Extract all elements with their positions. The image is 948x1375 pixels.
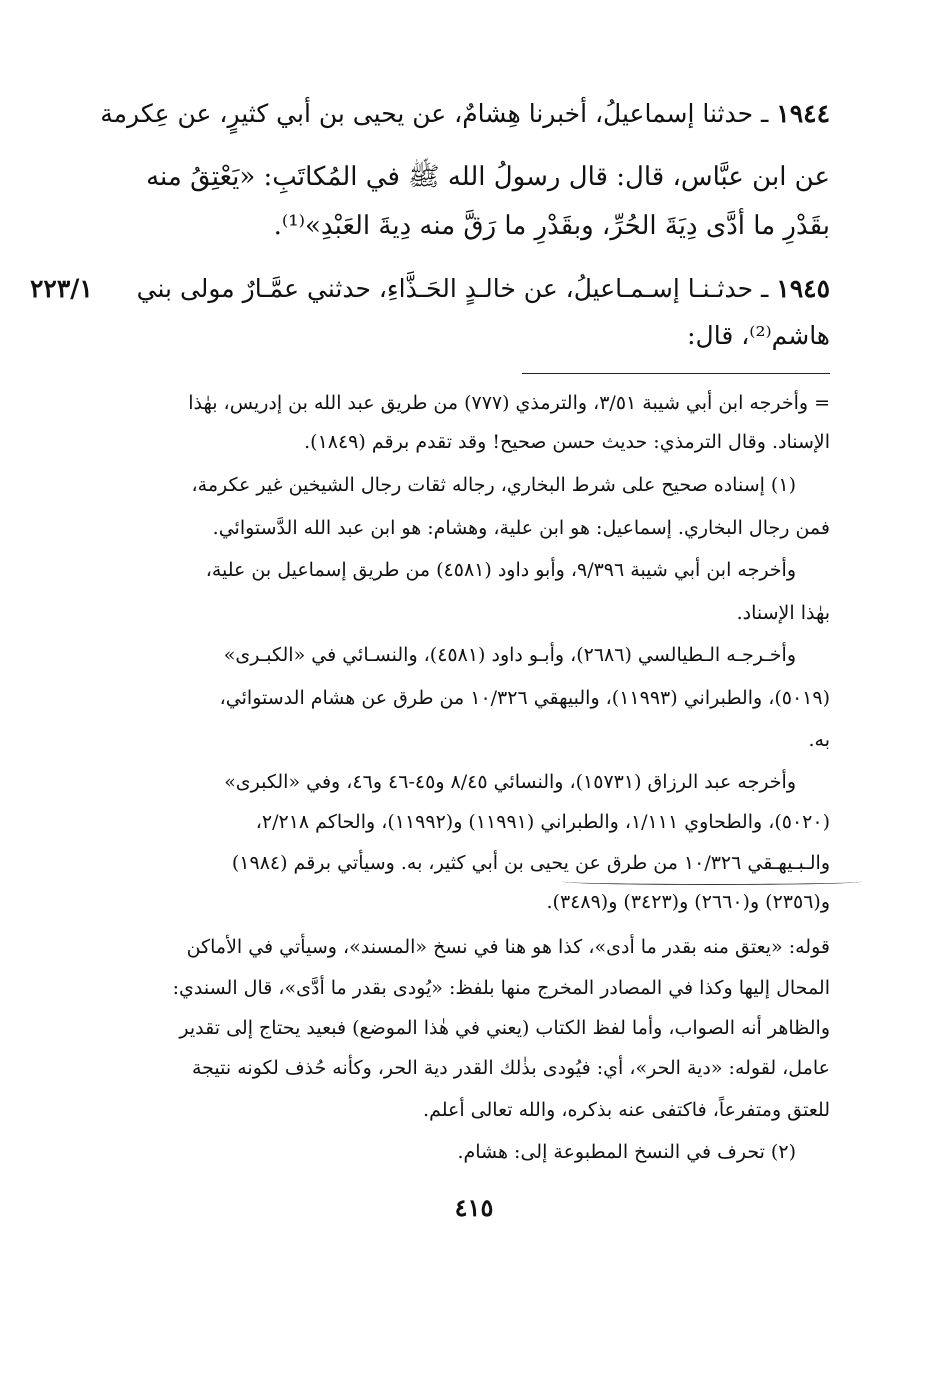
footnote-line: (١) إسناده صحيح على شرط البخاري، رجاله ثقات رجال الشيخين غير عكرمة،	[191, 474, 796, 496]
hadith-1944-line-2: عن ابن عبَّاس، قال: قال رسولُ الله ﷺ في المُكاتَبِ: «يَعْتِقُ منه	[146, 162, 830, 192]
margin-reference: ٢٢٣/١	[30, 274, 93, 303]
footnote-line: (٥٠٢٠)، والطحاوي ١/١١١، والطبراني (١١٩٩١) و(١١٩٩٢)، والحاكم ٢/٢١٨،	[255, 811, 830, 833]
footnote-line: فمن رجال البخاري. إسماعيل: هو ابن علية، وهشام: هو ابن عبد الله الدَّستوائي.	[212, 517, 830, 539]
footnote-separator	[522, 373, 830, 374]
hadith-number: ١٩٤٤	[776, 99, 830, 128]
footnote-line: وأخـرجـه الـطيالسي (٢٦٨٦)، وأبـو داود (٤٥٨١)، والنسـائي في «الكبـرى»	[223, 644, 796, 666]
hadith-1945-line-2: هاشم⁽²⁾، قال:	[687, 321, 830, 350]
footnote-line: قوله: «يعتق منه بقدر ما أدى»، كذا هو هنا في نسخ «المسند»، وسيأتي في الأماكن	[186, 936, 830, 958]
hadith-number: ١٩٤٥	[776, 274, 830, 303]
footnote-line: للعتق ومتفرعاً، فاكتفى عنه بذكره، والله تعالى أعلم.	[423, 1099, 830, 1121]
footnote-line: به.	[808, 729, 830, 751]
footnote-line: و(٢٣٥٦) و(٢٦٦٠) و(٣٤٢٣) و(٣٤٨٩).	[546, 891, 830, 913]
footnote-line: والظاهر أنه الصواب، وأما لفظ الكتاب (يعني في هٰذا الموضع) فبعيد يحتاج إلى تقدير	[179, 1017, 830, 1039]
footnote-line: الإسناد. وقال الترمذي: حديث حسن صحيح! وقد تقدم برقم (١٨٤٩).	[304, 431, 830, 453]
footnote-line: المحال إليها وكذا في المصادر المخرج منها بلفظ: «يُودى بقدر ما أدَّى»، قال السندي:	[172, 977, 830, 999]
page-number: ٤١٥	[454, 1193, 494, 1222]
hadith-1944-line-1	[100, 100, 830, 129]
footnote-line: (٢) تحرف في النسخ المطبوعة إلى: هشام.	[457, 1141, 796, 1163]
hadith-text: ـ حدثنا إسماعيلُ، أخبرنا هِشامٌ، عن يحيى بن أبي كثيرٍ، عن عِكرمة	[100, 99, 769, 128]
hadith-text: ـ حدثـنـا إسـمـاعيلُ، عن خالـدٍ الحَـذَّاءِ، حدثني عمَّـارٌ مولى بني	[136, 274, 769, 303]
hadith-1945-line-1	[137, 275, 830, 304]
footnote-line: (٥٠١٩)، والطبراني (١١٩٩٣)، والبيهقي ١٠/٣٢٦ من طرق عن هشام الدستوائي،	[219, 687, 830, 709]
footnote-line: بهٰذا الإسناد.	[736, 602, 830, 624]
footnote-line: عامل، لقوله: «دية الحر»، أي: فيُودى بذٰلك القدر دية الحر، وكأنه حُذف لكونه نتيجة	[191, 1057, 830, 1079]
handwritten-underline	[562, 878, 862, 885]
footnote-line: والـبـيهـقي ١٠/٣٢٦ من طرق عن يحيى بن أبي كثير، به. وسيأتي برقم (١٩٨٤)	[231, 852, 830, 874]
footnote-line: = وأخرجه ابن أبي شيبة ٣/٥١، والترمذي (٧٧٧) من طريق عبد الله بن إدريس، بهٰذا	[188, 392, 830, 414]
hadith-1944-line-3: بقَدْرِ ما أدَّى دِيَةَ الحُرِّ، وبقَدْرِ ما رَقَّ منه دِيةَ العَبْدِ»⁽¹⁾.	[273, 211, 830, 241]
footnote-line: وأخرجه عبد الرزاق (١٥٧٣١)، والنسائي ٨/٤٥ و٤٥-٤٦ و٤٦، وفي «الكبرى»	[224, 771, 796, 793]
footnote-line: وأخرجه ابن أبي شيبة ٩/٣٩٦، وأبو داود (٤٥٨١) من طريق إسماعيل بن علية،	[205, 559, 796, 581]
